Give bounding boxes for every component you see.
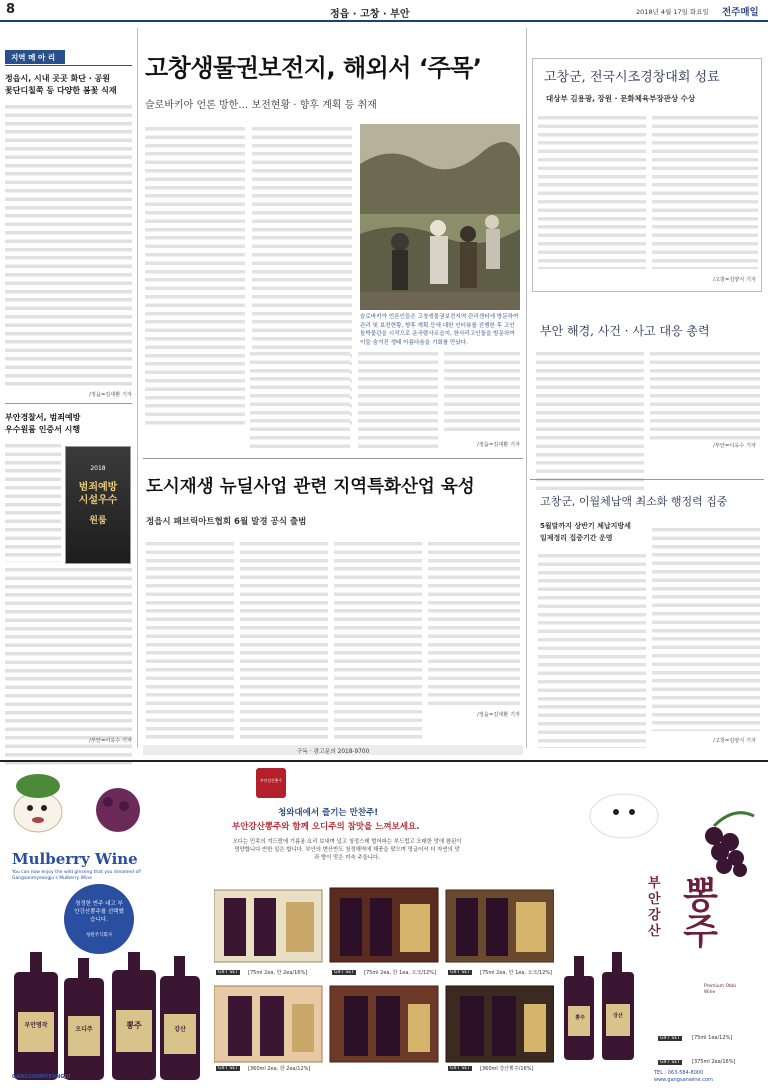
ad-gift-sets-top: [214, 884, 554, 970]
spec-4: [75ml 1ea/12%]: [692, 1035, 733, 1041]
main-body-col1: [145, 125, 245, 425]
ad-center-badge: 부안강산뽕주: [256, 768, 286, 798]
main2-headline: 도시재생 뉴딜사업 관련 지역특화산업 육성: [146, 477, 475, 497]
bottle-label-2: 오디주: [75, 1026, 93, 1033]
main-headline: 고창생물권보전지, 해외서 ‘주목’: [145, 54, 482, 82]
subscription-text: 구독 · 광고문의 2018-9700: [296, 749, 370, 755]
issue-date: 2018년 4월 17일 화요일: [636, 8, 709, 16]
main2-body-col3: [334, 540, 422, 740]
newspaper-name: 전주매일: [722, 7, 759, 18]
main-body-col3: [250, 350, 350, 450]
sidebar-story2-credit: /부안=이옥수 기자: [89, 738, 132, 744]
right3-subhead: 5월말까지 상반기 체납지방세 일제정리 집중기간 운영: [540, 522, 631, 542]
sidebar-story1-body: [5, 103, 132, 389]
masthead: [0, 0, 768, 22]
right1-credit: /고창=김양식 기자: [713, 277, 756, 283]
sidebar-story1-title: 정읍시, 시내 곳곳 화단 · 공원 꽃단디칠쭉 등 다양한 봄꽃 식재: [5, 74, 117, 95]
ad-circle-sub: 청원주식회사: [85, 933, 113, 938]
section-title: 정읍 · 고창 · 부안: [330, 9, 410, 20]
main2-body-col1: [146, 540, 234, 740]
ad-logo-sub: 부안강산: [648, 876, 661, 939]
ad-logo: 뽕주: [677, 876, 719, 948]
advertisement: [4, 766, 764, 1086]
right3-body-a: [538, 552, 646, 748]
bottle-label-5: 뽕주: [575, 1015, 585, 1021]
gift-tag-4: GIFT SET: [218, 1066, 238, 1071]
ad-left-panel: [4, 766, 204, 1086]
ad-maker: GANGSANMYEONGJU: [12, 1074, 71, 1080]
main2-subhead: 정읍시 패브릭아트협회 6월 말경 공식 출범: [146, 517, 307, 527]
spec-6: [360ml 강산뽕주/16%]: [480, 1066, 534, 1072]
gift-tag-2: GIFT SET: [334, 970, 354, 975]
article-photo: [360, 124, 520, 310]
sidebar-story2-body-b: [5, 566, 132, 784]
right2-credit: /부안=이옥수 기자: [713, 443, 756, 449]
main2-body-col2: [240, 540, 328, 740]
right3-headline: 고창군, 이월체납액 최소화 행정력 집중: [540, 495, 728, 508]
sidebar-label: 지역 메 아 리: [5, 50, 65, 64]
spec-3: [75ml 2ea, 한 1ea, 오크/12%]: [480, 970, 552, 976]
gift-tag-6: GIFT SET: [660, 1036, 680, 1041]
sidebar-story2-title: 부안경찰서, 범죄예방 우수원룸 인증서 시행: [5, 413, 81, 434]
award-sub: 원룸: [89, 516, 107, 526]
ad-mascot-icon: [8, 766, 148, 846]
gift-tag-3: GIFT SET: [450, 970, 470, 975]
ad-circle-badge: [64, 884, 134, 954]
spec-5: [360ml 2ea, 한 2ea/12%]: [248, 1066, 311, 1072]
bottle-label-3: 뽕주: [126, 1021, 142, 1030]
right1-body-b: [652, 114, 758, 269]
main-body-col4: [358, 350, 438, 450]
ad-circle-text: 청정한 반주 내고 부안강산뽕주를 선택했습니다.: [74, 901, 124, 923]
main-body-col5: [444, 350, 520, 435]
right1-headline: 고창군, 전국시조경창대회 성료: [544, 70, 720, 85]
main2-credit: /정읍=김대환 기자: [477, 712, 520, 718]
ad-url: www.gangsanwine.com: [654, 1077, 713, 1083]
ad-top-line2: 부안강산뽕주와 함께 오디주의 참맛을 느껴보세요.: [232, 822, 420, 832]
sidebar-story1-credit: /정읍=김대환 기자: [89, 392, 132, 398]
right1-body-a: [538, 114, 646, 269]
bottle-label-6: 강산: [613, 1013, 623, 1019]
ad-tagline: You can now enjoy the wild ginseng that you dreamed of! Gangsanmyeongju's Mulberry Wine: [12, 870, 142, 881]
spec-7: [375ml 2ea/16%]: [692, 1059, 736, 1065]
ad-bottles-right: [560, 952, 640, 1062]
subscription-bar: [143, 745, 523, 755]
ad-en-logo: Premium Obbi Wine: [704, 984, 736, 995]
right2-headline: 부안 해경, 사건 · 사고 대응 총력: [540, 324, 710, 338]
right2-body-a: [536, 350, 644, 495]
ad-phone: TEL : 063-584-8000: [654, 1070, 704, 1076]
award-plaque: [65, 446, 131, 564]
ad-gift-sets-bottom: [214, 982, 554, 1072]
gift-tag-7: GIFT SET: [660, 1060, 680, 1065]
gift-tag-1: GIFT SET: [218, 970, 238, 975]
ad-brand: Mulberry Wine: [12, 850, 138, 868]
award-year: 2018: [90, 465, 106, 472]
bottle-label-4: 강산: [174, 1026, 186, 1033]
gift-tag-5: GIFT SET: [450, 1066, 470, 1071]
main2-body-col4: [428, 540, 520, 708]
bottle-label-1: 부안명작: [24, 1022, 48, 1029]
sidebar-story2-body-a: [5, 442, 61, 562]
ad-body-copy: 오디는 민족의 겨드랑에 기름용 요리 보내며 널고 청정스레 벌어파는 부드럽고 오래한 맛에 참된이 영양합니다 반한 일은 합니다. 부안의 변산반도 청정해역에 해풍을 맞으며 영글어서 더 자연의 맛과 향이 맛은 미숙 주들니다.: [232, 839, 462, 861]
spec-1: [75ml 2ea, 한 2ea/16%]: [248, 970, 308, 976]
award-title: 범죄예방 시설우수: [78, 482, 118, 506]
ad-top-line1: 청와대에서 즐기는 만찬주!: [278, 808, 379, 818]
sidebar: [5, 50, 132, 750]
ad-grapes-icon: [564, 776, 760, 886]
page-number: 8: [6, 2, 16, 17]
ad-bottles-left: [8, 952, 204, 1082]
right1-subhead: 대상부 김용광, 장원 · 문화체육부장관상 수상: [546, 94, 696, 103]
right2-body-b: [650, 350, 760, 440]
right3-body-b: [652, 526, 760, 731]
main-credit: /정읍=김대환 기자: [477, 442, 520, 448]
main-subhead: 슬로바키아 언론 방한… 보전현황 · 향후 계획 등 취재: [145, 100, 377, 111]
photo-caption: 슬로바키아 언론인들은 고창생물권보전지역 관리센터에 방문하여 관리 및 보전현황, 향후 계획 등에 대한 인터뷰를 진행한 후 고인돌박물관을 시작으로 운곡람사르습지, 한사리고인돌을 방문하여 이들 숨겨진 생태 아름다움을 기회를 만났다.: [360, 314, 519, 346]
spec-2: [75ml 2ea, 한 1ea, 오크/12%]: [364, 970, 436, 976]
right3-credit: /고창=김양식 기자: [713, 738, 756, 744]
